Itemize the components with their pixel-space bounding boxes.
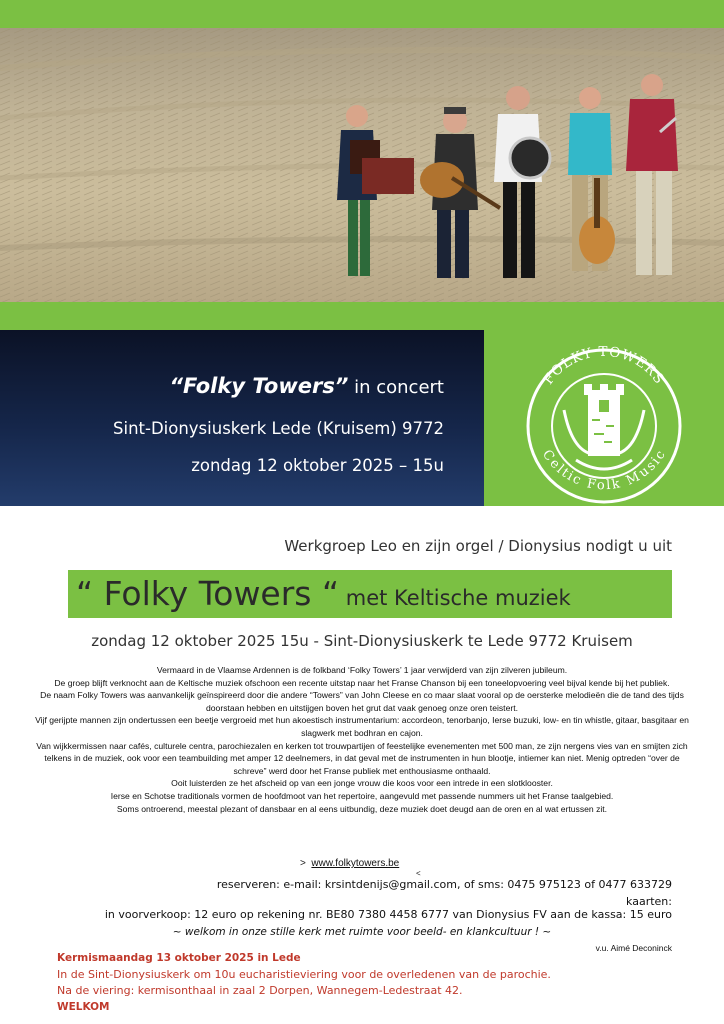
website-arrow: > [300, 858, 306, 869]
body-paragraph: De naam Folky Towers was aanvankelijk geïnspireerd door die andere “Towers” van John Cleese en co maar slaat vooral op de oersterke melodieën die de tand des tijds doorstaan hebben en uitstijgen boven het grut dat vaak genoeg onze oren teistert. [40, 690, 684, 713]
banner-title: “ Folky Towers “ [76, 574, 340, 613]
kermis-title: Kermismaandag 13 oktober 2025 in Lede [57, 952, 301, 964]
banner-subtitle: met Keltische muziek [339, 586, 571, 610]
body-paragraph: Van wijkkermissen naar cafés, culturele centra, parochiezalen en kerken tot trouwpartijen of feestelijke evenementen met 500 man, ze zijn nergens vies van en smijten zich telkens in de muziek, ook voor een teambuilding met amper 12 deelnemers, in dat geval met de instrumenten in hun blootje, intiemer kan niet. Menig optreden “over de schreve” werd door het Franse publiek met enthousiasme onthaald. [36, 740, 688, 776]
body-paragraph: De groep blijft verknocht aan de Keltische muziek ofschoon een recente uitstap naar het Franse Chanson bij een toneelopvoering veel bijval kende bij het publiek. [54, 677, 670, 688]
concert-title [169, 374, 444, 398]
kermis-welcome: WELKOM [57, 1001, 110, 1013]
logo-top-text: FOLKY TOWERS [540, 343, 668, 388]
body-paragraph: Ooit luisterden ze het afscheid op van een jonge vrouw die koos voor een intrede in een slotklooster. [171, 778, 553, 789]
website-arrow-close: < [416, 869, 421, 878]
banner-text [76, 574, 571, 613]
kermis-line2: Na de viering: kermisonthaal in zaal 2 Dorpen, Wannegem-Ledestraat 42. [57, 984, 463, 997]
concert-venue: Sint-Dionysiuskerk Lede (Kruisem) 9772 [113, 419, 444, 438]
body-text [30, 664, 694, 815]
body-paragraph: Vijf gerijpte mannen zijn ondertussen een beetje vergroeid met hun akoestisch instrumentarium: accordeon, tenorbanjo, Ierse buzuki, low- en tin whistle, gitaar, basgitaar en slagwerk met bodhran en cajon. [35, 715, 689, 738]
invitation-line: Werkgroep Leo en zijn orgel / Dionysius nodigt u uit [284, 537, 672, 555]
tower-icon [564, 384, 644, 469]
band-photo [0, 28, 724, 302]
field-illustration [0, 28, 724, 302]
tickets-label: kaarten: [626, 895, 672, 908]
website-line [300, 858, 399, 869]
body-paragraph: Soms ontroerend, meestal plezant of dansbaar en al eens uitbundig, deze muziek doet deugd aan de oren en al wat ertussen zit. [116, 803, 608, 814]
kermis-line1: In de Sint-Dionysiuskerk om 10u eucharistieviering voor de overledenen van de parochie. [57, 968, 551, 981]
presale-line: in voorverkoop: 12 euro op rekening nr. BE80 7380 4458 6777 van Dionysius FV aan de kassa: 15 euro [104, 908, 672, 921]
logo-box [484, 330, 724, 506]
body-paragraph: Vermaard in de Vlaamse Ardennen is de folkband ‘Folky Towers’ 1 jaar verwijderd van zijn zilveren jubileum. [156, 665, 568, 675]
folky-towers-logo [484, 330, 724, 506]
concert-info-box [0, 330, 484, 506]
welcome-line: ~ welkom in onze stille kerk met ruimte voor beeld- en klankcultuur ! ~ [172, 926, 552, 938]
title-banner [68, 570, 672, 618]
logo-bottom-text: Celtic Folk Music [538, 447, 670, 494]
concert-band-name: “Folky Towers” [169, 374, 349, 398]
website-link[interactable]: www.folkytowers.be [311, 858, 400, 869]
body-paragraph: Ierse en Schotse traditionals vormen de hoofdmoot van het repertoire, aangevuld met passende nummers uit het Franse taalgebied. [110, 790, 614, 801]
reservation-line: reserveren: e-mail: krsintdenijs@gmail.com, of sms: 0475 975123 of 0477 633729 [216, 878, 672, 891]
concert-suffix: in concert [348, 377, 444, 398]
publisher-line: v.u. Aimé Deconinck [595, 943, 672, 953]
middle-green-bar [0, 302, 724, 330]
top-green-bar [0, 0, 724, 28]
concert-datetime: zondag 12 oktober 2025 – 15u [191, 456, 444, 475]
dateline: zondag 12 oktober 2025 15u - Sint-Dionysiuskerk te Lede 9772 Kruisem [91, 632, 633, 650]
